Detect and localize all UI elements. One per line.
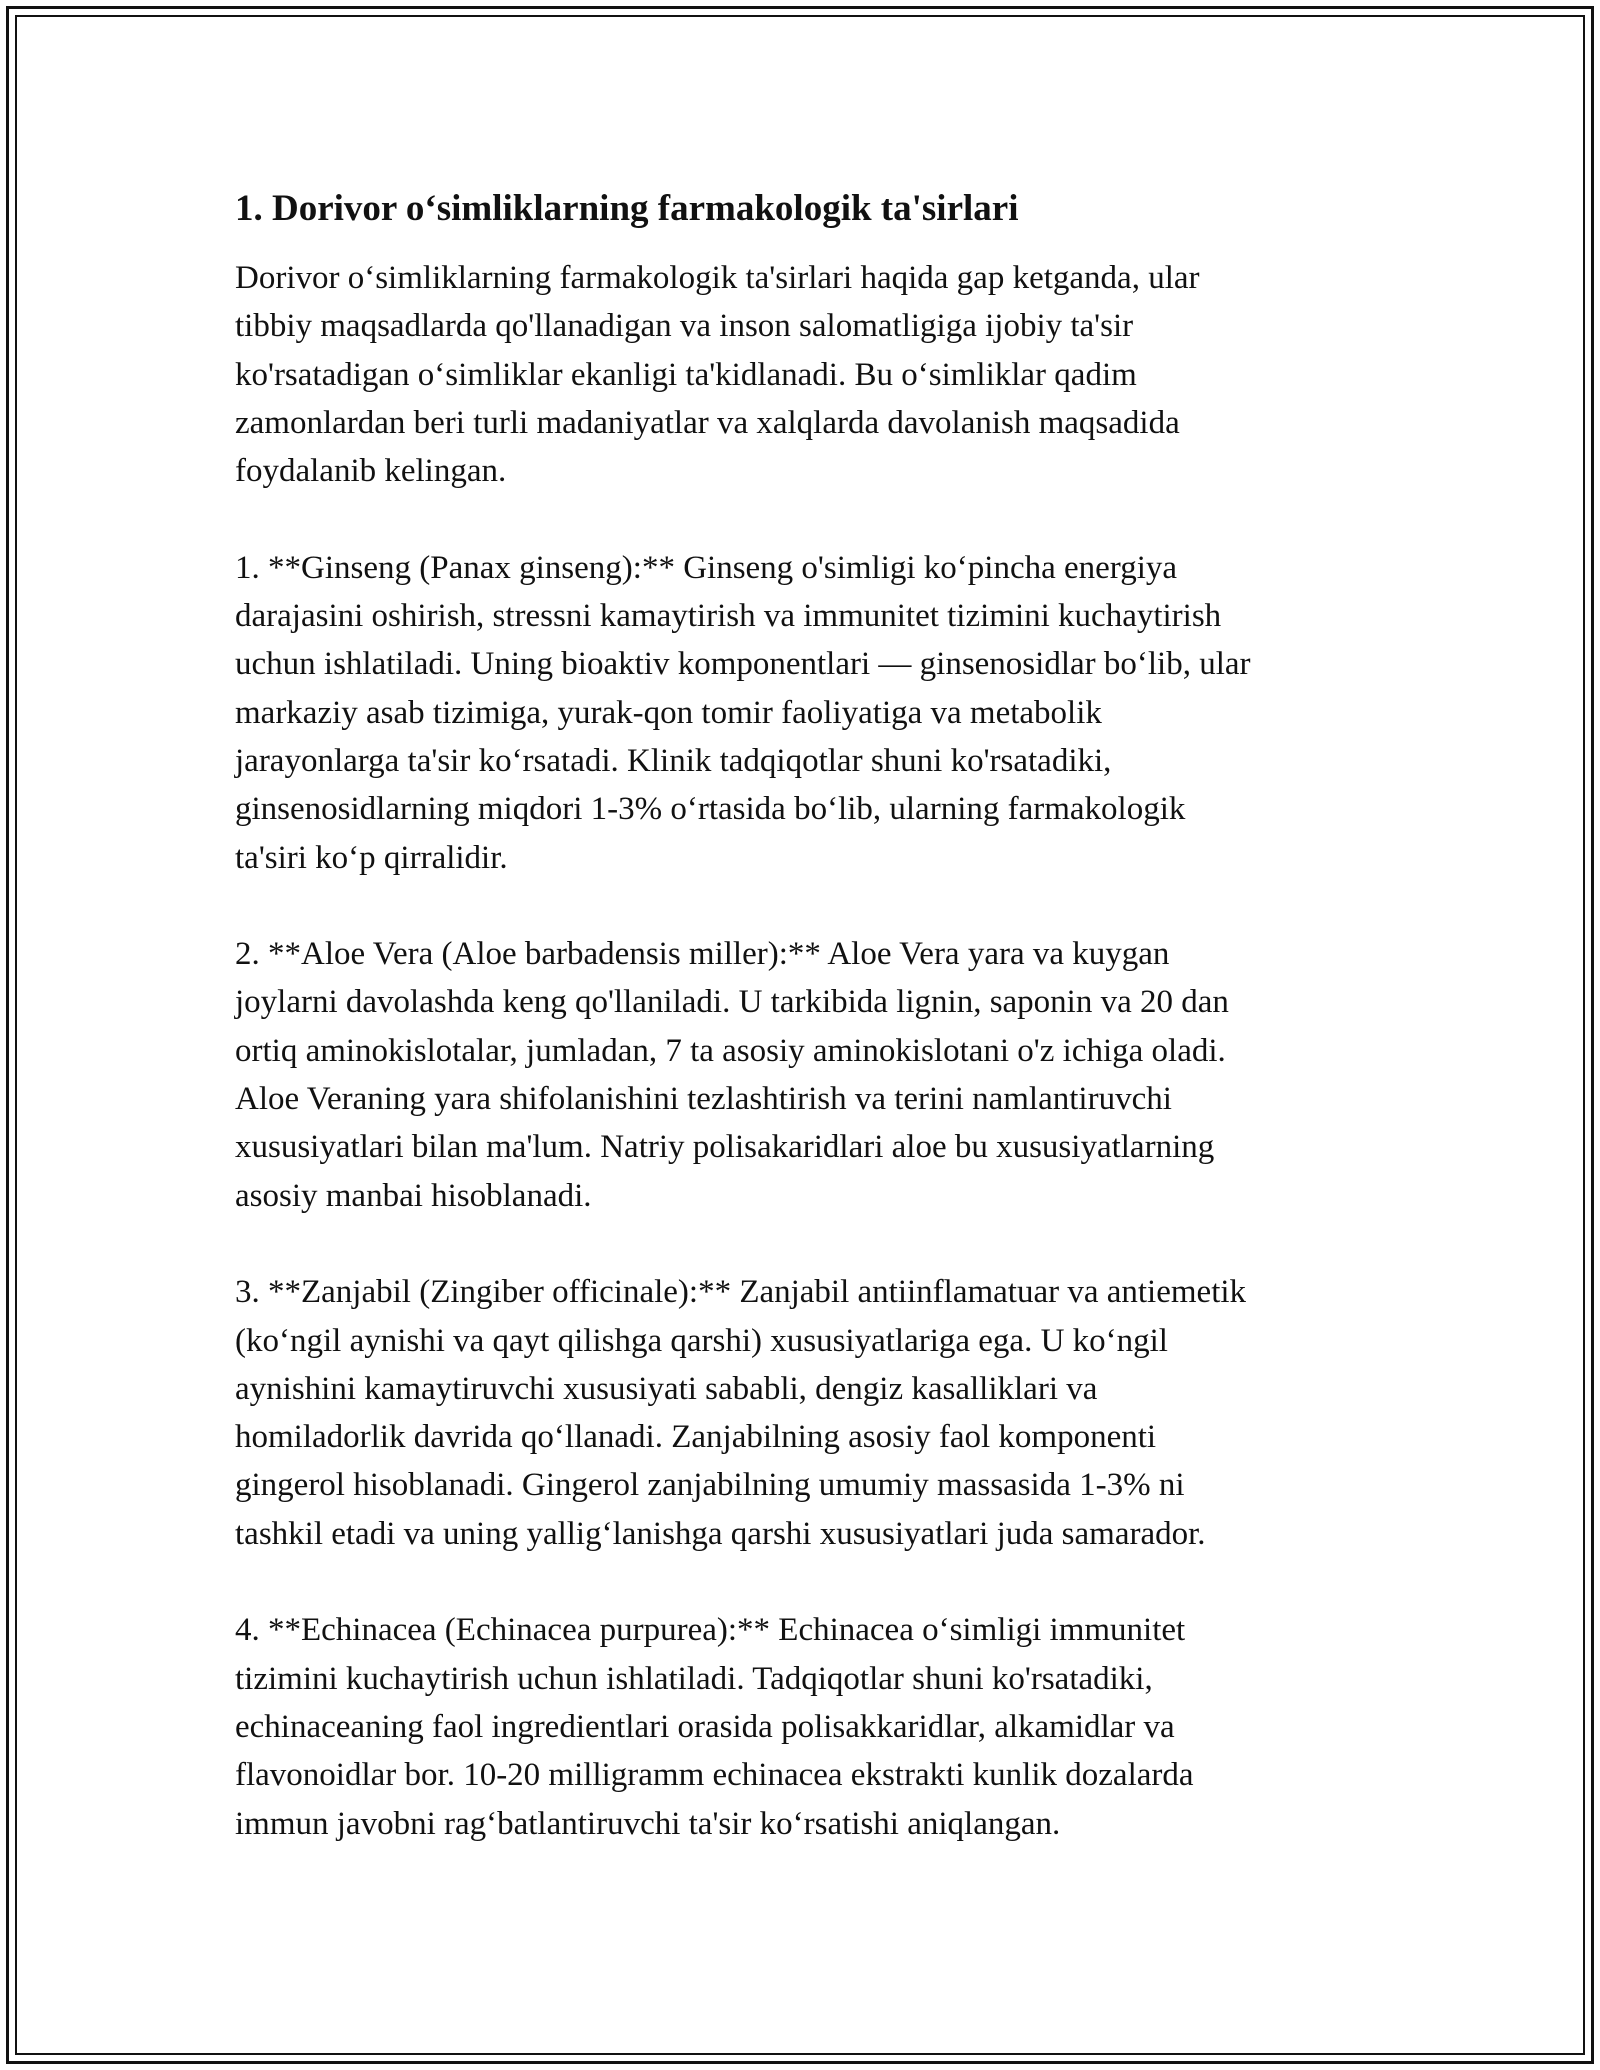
text-line: ortiq aminokislotalar, jumladan, 7 ta asosiy aminokislotani o'z ichiga oladi. — [235, 1032, 1226, 1069]
text-line: tibbiy maqsadlarda qo'llanadigan va inson salomatligiga ijobiy ta'sir — [235, 308, 1134, 345]
paragraph-zanjabil — [235, 1268, 1370, 1558]
text-line: markaziy asab tizimiga, yurak-qon tomir faoliyatiga va metabolik — [235, 694, 1102, 731]
text-line: ko'rsatadigan o‘simliklar ekanligi ta'kidlanadi. Bu o‘simliklar qadim — [235, 356, 1137, 393]
text-line: ginsenosidlarning miqdori 1-3% o‘rtasida bo‘lib, ularning farmakologik — [235, 791, 1186, 828]
document-body — [235, 186, 1370, 1896]
paragraph-aloe-vera — [235, 930, 1370, 1220]
text-line: homiladorlik davrida qo‘llanadi. Zanjabilning asosiy faol komponenti — [235, 1419, 1157, 1456]
text-line: xususiyatlari bilan ma'lum. Natriy polisakaridlari aloe bu xususiyatlarning — [235, 1129, 1215, 1166]
text-line: (ko‘ngil aynishi va qayt qilishga qarshi) xususiyatlariga ega. U ko‘ngil — [235, 1322, 1168, 1359]
text-line: 3. **Zanjabil (Zingiber officinale):** Zanjabil antiinflamatuar va antiemetik — [235, 1274, 1247, 1311]
text-line: joylarni davolashda keng qo'llaniladi. U tarkibida lignin, saponin va 20 dan — [235, 984, 1229, 1021]
text-line: darajasini oshirish, stressni kamaytirish va immunitet tizimini kuchaytirish — [235, 598, 1222, 635]
text-line: uchun ishlatiladi. Uning bioaktiv komponentlari — ginsenosidlar bo‘lib, ular — [235, 646, 1251, 683]
paragraph-echinacea — [235, 1606, 1370, 1847]
text-line: asosiy manbai hisoblanadi. — [235, 1177, 592, 1214]
paragraph-ginseng — [235, 544, 1370, 882]
text-line: gingerol hisoblanadi. Gingerol zanjabilning umumiy massasida 1-3% ni — [235, 1467, 1185, 1504]
text-line: Aloe Veraning yara shifolanishini tezlashtirish va terini namlantiruvchi — [235, 1081, 1172, 1118]
text-line: immun javobni rag‘batlantiruvchi ta'sir ko‘rsatishi aniqlangan. — [235, 1805, 1061, 1842]
text-line: flavonoidlar bor. 10-20 milligramm echinacea ekstrakti kunlik dozalarda — [235, 1757, 1194, 1794]
text-line: jarayonlarga ta'sir ko‘rsatadi. Klinik tadqiqotlar shuni ko'rsatadiki, — [235, 742, 1112, 779]
text-line: 1. **Ginseng (Panax ginseng):** Ginseng o'simligi ko‘pincha energiya — [235, 549, 1178, 586]
section-heading: 1. Dorivor o‘simliklarning farmakologik ta'sirlari — [235, 188, 1019, 229]
text-line: tashkil etadi va uning yallig‘lanishga qarshi xususiyatlari juda samarador. — [235, 1515, 1206, 1552]
text-line: tizimini kuchaytirish uchun ishlatiladi. Tadqiqotlar shuni ko'rsatadiki, — [235, 1660, 1153, 1697]
text-line: 4. **Echinacea (Echinacea purpurea):** Echinacea o‘simligi immunitet — [235, 1612, 1186, 1649]
text-line: echinaceaning faol ingredientlari orasida polisakkaridlar, alkamidlar va — [235, 1708, 1175, 1745]
text-line: foydalanib kelingan. — [235, 453, 507, 490]
paragraph-intro — [235, 254, 1370, 495]
text-line: ta'siri ko‘p qirralidir. — [235, 839, 508, 876]
text-line: zamonlardan beri turli madaniyatlar va xalqlarda davolanish maqsadida — [235, 404, 1180, 441]
text-line: aynishini kamaytiruvchi xususiyati sababli, dengiz kasalliklari va — [235, 1370, 1098, 1407]
text-line: 2. **Aloe Vera (Aloe barbadensis miller):** Aloe Vera yara va kuygan — [235, 936, 1170, 973]
text-line: Dorivor o‘simliklarning farmakologik ta'sirlari haqida gap ketganda, ular — [235, 260, 1200, 296]
